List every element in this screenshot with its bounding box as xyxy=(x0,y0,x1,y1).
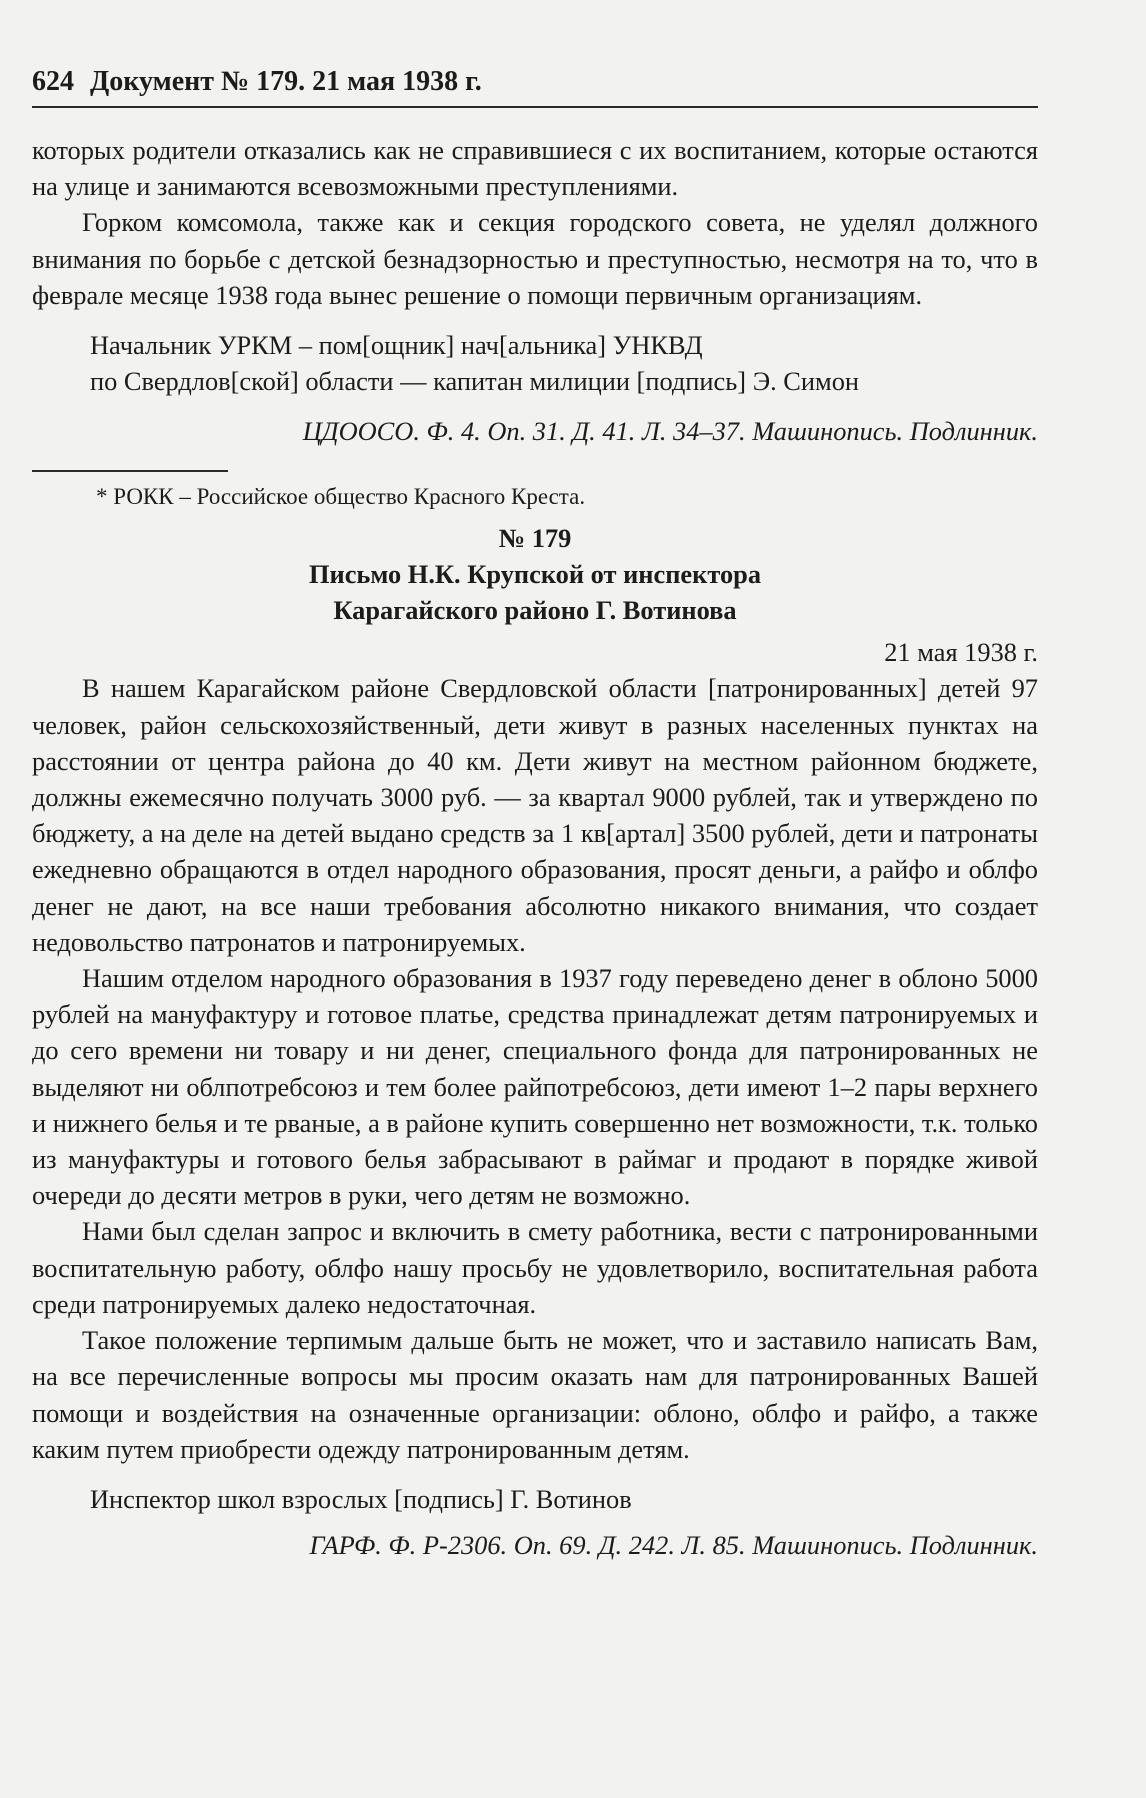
running-title: Документ № 179. 21 мая 1938 г. xyxy=(90,66,482,97)
previous-document-paragraph: Горком комсомола, также как и секция городского совета, не уделял должного внимания по борьбе с детской безнадзорностью и преступностью, несмотря на то, что в феврале месяце 1938 года вынес решение о помощи первичным организациям. xyxy=(32,207,1038,310)
footnote: * РОКК – Российское общество Красного Креста. xyxy=(96,483,586,509)
page-body xyxy=(32,132,1038,1563)
previous-signature-line-1: Начальник УРКМ – пом[ощник] нач[альника] УНКВД xyxy=(90,330,703,361)
document-paragraph-2: Нашим отделом народного образования в 1937 году переведено денег в облоно 5000 рублей на мануфактуру и готовое платье, средства принадлежат детям патронируемых и до сего времени ни товару и ни денег, специального фонда для патронированных не выделяют ни облпотребсоюз и тем более райпотребсоюз, дети имеют 1–2 пары верхнего и нижнего белья и те рваные, а в районе купить совершенно нет возможности, т.к. только из мануфактуры и готового белья забрасывают в раймаг и продают в порядке живой очереди до десяти метров в руки, чего детям не возможно. xyxy=(32,963,1038,1211)
footnote-divider xyxy=(32,470,228,472)
document-paragraph-1: В нашем Карагайском районе Свердловской области [патронированных] детей 97 человек, район сельскохозяйственный, дети живут в разных населенных пунктах на расстоянии от центра района до 40 км. Дети живут на местном районном бюджете, должны ежемесячно получать 3000 руб. — за квартал 9000 рублей, так и утверждено по бюджету, а на деле на детей выдано средств за 1 кв[артал] 3500 рублей, дети и патронаты ежедневно обращаются в отдел народного образования, просят деньги, а райфо и облфо денег не дают, на все наши требования абсолютно никакого внимания, что создает недовольство патронатов и патронируемых. xyxy=(32,673,1038,957)
page-number: 624 xyxy=(32,66,74,97)
document-title-line-2: Карагайского районо Г. Вотинова xyxy=(333,595,737,626)
previous-archival-source: ЦДООСО. Ф. 4. Оп. 31. Д. 41. Л. 34–37. Машинопись. Подлинник. xyxy=(302,416,1038,447)
document-archival-source: ГАРФ. Ф. Р-2306. Оп. 69. Д. 242. Л. 85. Машинопись. Подлинник. xyxy=(309,1530,1038,1561)
document-paragraph-3: Нами был сделан запрос и включить в смету работника, вести с патронированными воспитательную работу, облфо нашу просьбу не удовлетворило, воспитательная работа среди патронируемых далеко недостаточная. xyxy=(32,1216,1038,1319)
previous-document-continuation: которых родители отказались как не справившиеся с их воспитанием, которые остаются на улице и занимаются всевозможными преступлениями. xyxy=(32,135,1038,202)
document-number: № 179 xyxy=(498,522,572,553)
document-signature: Инспектор школ взрослых [подпись] Г. Вотинов xyxy=(90,1483,632,1514)
document-title-line-1: Письмо Н.К. Крупской от инспектора xyxy=(308,558,762,589)
previous-signature-line-2: по Свердлов[ской] области — капитан милиции [подпись] Э. Симон xyxy=(90,366,860,397)
document-paragraph-4: Такое положение терпимым дальше быть не может, что и заставило написать Вам, на все перечисленные вопросы мы просим оказать нам для патронированных Вашей помощи и воздействия на означенные организации: облоно, облфо и райфо, а также каким путем приобрести одежду патронированным детям. xyxy=(32,1325,1038,1464)
running-header xyxy=(32,62,1038,108)
document-date: 21 мая 1938 г. xyxy=(884,637,1038,668)
